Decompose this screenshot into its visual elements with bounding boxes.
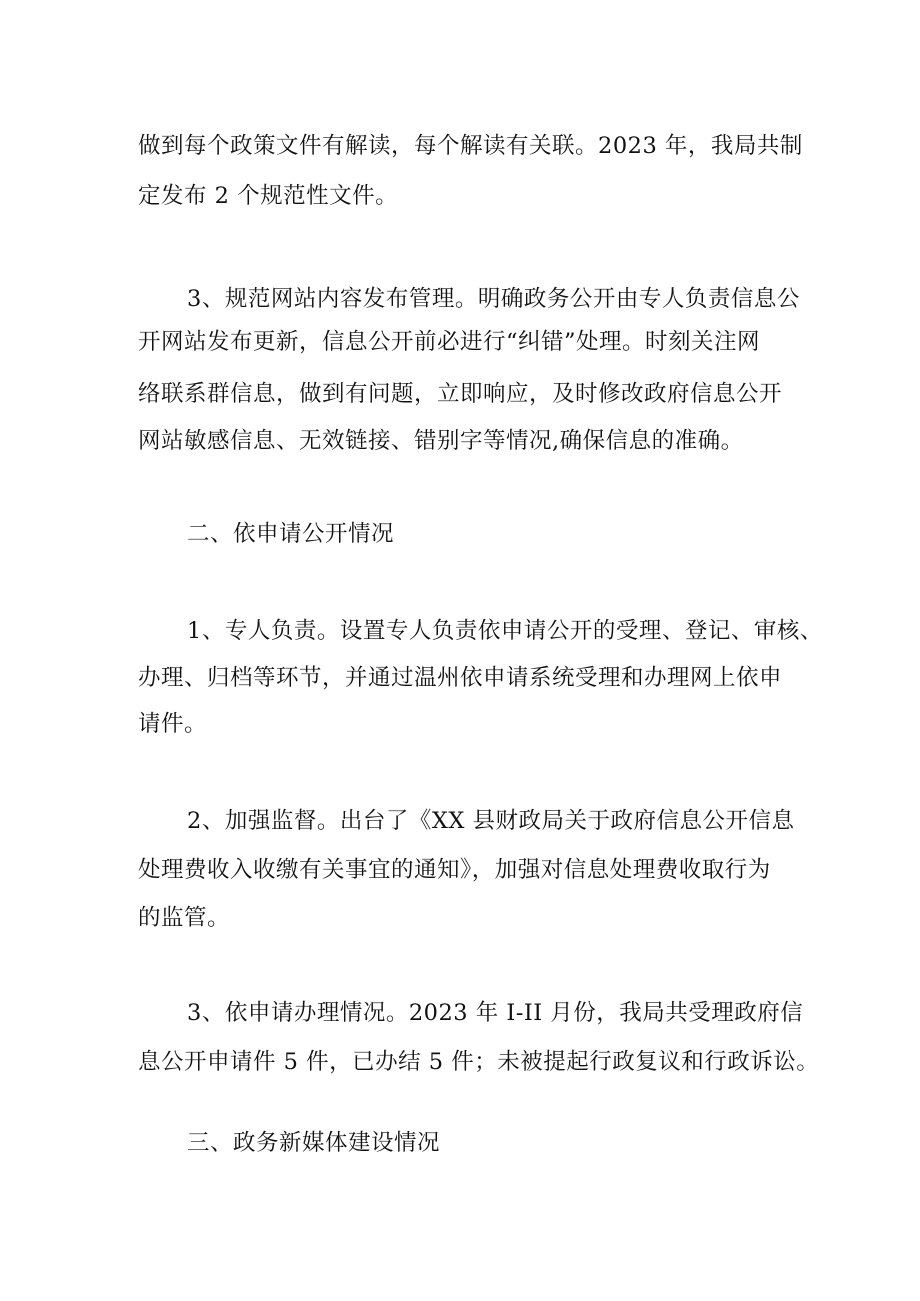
text-line: 办理、归档等环节，并通过温州依申请系统受理和办理网上依申 [138, 665, 783, 691]
text-line: 2、加强监督。出台了《XX 县财政局关于政府信息公开信息 [187, 808, 795, 834]
text-line: 定发布 2 个规范性文件。 [138, 183, 399, 209]
text-line: 处理费收入收缴有关事宜的通知》，加强对信息处理费收取行为 [138, 857, 771, 883]
text-line: 的监管。 [138, 905, 231, 931]
text-line: 3、依申请办理情况。2023 年 I-II 月份，我局共受理政府信 [187, 1000, 804, 1026]
text-line: 网站敏感信息、无效链接、错别字等情况,确保信息的准确。 [138, 428, 744, 454]
section-heading: 二、依申请公开情况 [187, 521, 395, 547]
section-heading: 三、政务新媒体建设情况 [187, 1130, 441, 1156]
text-line: 开网站发布更新，信息公开前必进行“纠错”处理。时刻关注网 [138, 329, 761, 355]
text-line: 做到每个政策文件有解读，每个解读有关联。2023 年，我局共制 [138, 133, 803, 159]
text-line: 3、规范网站内容发布管理。明确政务公开由专人负责信息公 [187, 286, 800, 312]
text-line: 1、专人负责。设置专人负责依申请公开的受理、登记、审核、 [187, 618, 823, 644]
text-line: 息公开申请件 5 件，已办结 5 件；未被提起行政复议和行政诉讼。 [138, 1049, 820, 1075]
text-line: 请件。 [138, 711, 208, 737]
text-line: 络联系群信息，做到有问题，立即响应，及时修改政府信息公开 [138, 381, 783, 407]
